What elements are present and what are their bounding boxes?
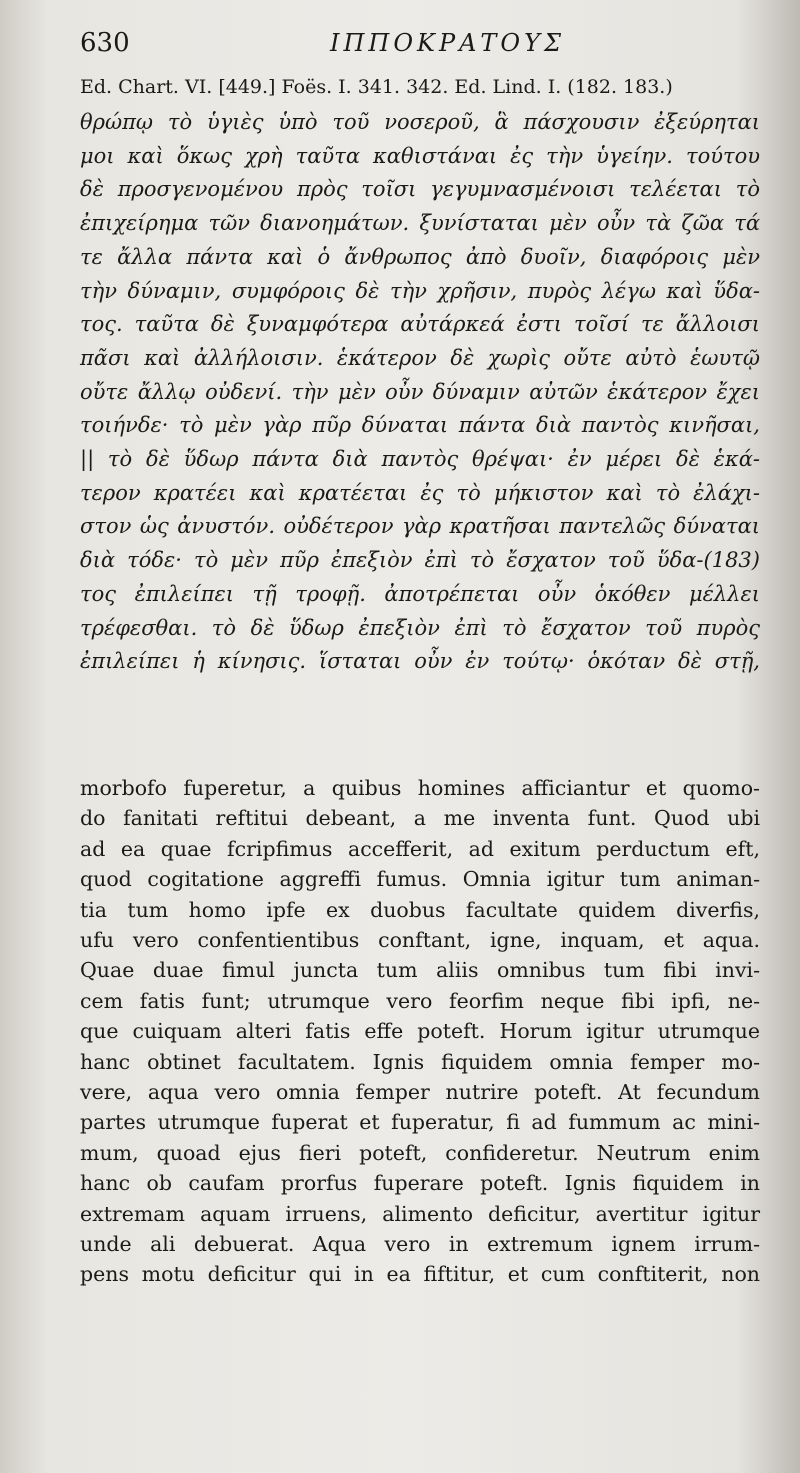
greek-line: τος ἐπιλείπει τῇ τροφῇ. ἀποτρέπεται οὖν ὁκόθεν μέλλει [80,581,760,606]
latin-text-block [80,773,760,1290]
greek-line: δὲ προσγενομένου πρὸς τοῖσι γεγυμνασμένοισι τελέεται τὸ [80,177,760,202]
latin-line: do fanitati reftitui debeant, a me inventa funt. Quod ubi [80,806,760,831]
latin-line: mum, quoad ejus fieri poteft, confideretur. Neutrum enim [80,1140,760,1165]
latin-line: ufu vero confentientibus conftant, igne, inquam, et aqua. [80,927,760,952]
latin-line: partes utrumque fuperat et fuperatur, fi ad fummum ac mini- [80,1110,760,1135]
latin-line: morbofo fuperetur, a quibus homines afficiantur et quomo- [80,775,760,800]
edition-reference: Ed. Chart. VI. [449.] Foës. I. 341. 342. Ed. Lind. I. (182. 183.) [80,76,673,98]
greek-line: στον ὡς ἀνυστόν. οὐδέτερον γὰρ κρατῆσαι παντελῶς δύναται [80,514,760,539]
page-number: 630 [80,28,130,58]
latin-line: vere, aqua vero omnia femper nutrire poteft. At fecundum [80,1080,760,1105]
latin-line: que cuiquam alteri fatis effe poteft. Horum igitur utrumque [80,1019,760,1044]
greek-line: || τὸ δὲ ὕδωρ πάντα διὰ παντὸς θρέψαι· ἐν μέρει δὲ ἑκά- [80,447,760,472]
greek-line: ἐπιλείπει ἡ κίνησις. ἵσταται οὖν ἐν τούτῳ· ὁκόταν δὲ στῇ, [80,649,760,674]
latin-line: unde ali debuerat. Aqua vero in extremum ignem irrum- [80,1232,760,1257]
greek-line: ἐπιχείρημα τῶν διανοημάτων. ξυνίσταται μὲν οὖν τὰ ζῶα τά [80,211,760,236]
greek-line: τε ἄλλα πάντα καὶ ὁ ἄνθρωπος ἀπὸ δυοῖν, διαφόροις μὲν [80,244,760,269]
latin-line: hanc ob caufam prorfus fuperare poteft. Ignis fiquidem in [80,1171,760,1196]
latin-line: quod cogitatione aggreffi fumus. Omnia igitur tum animan- [80,867,760,892]
greek-line: μοι καὶ ὅκως χρὴ ταῦτα καθιστάναι ἐς τὴν ὑγείην. τούτου [80,143,760,168]
greek-line: τος. ταῦτα δὲ ξυναμφότερα αὐτάρκεά ἐστι τοῖσί τε ἄλλοισι [80,312,760,337]
latin-line: tia tum homo ipfe ex duobus facultate quidem diverfis, [80,897,760,922]
latin-line: ad ea quae fcripfimus accefferit, ad exitum perductum eft, [80,836,760,861]
greek-line: τοιήνδε· τὸ μὲν γὰρ πῦρ δύναται πάντα διὰ παντὸς κινῆσαι, [80,413,760,438]
greek-line: οὔτε ἄλλῳ οὐδενί. τὴν μὲν οὖν δύναμιν αὐτῶν ἑκάτερον ἔχει [80,379,760,404]
greek-line: τρέφεσθαι. τὸ δὲ ὕδωρ ἐπεξιὸν ἐπὶ τὸ ἔσχατον τοῦ πυρὸς [80,615,760,640]
greek-line: τερον κρατέει καὶ κρατέεται ἐς τὸ μήκιστον καὶ τὸ ἐλάχι- [80,480,760,505]
greek-text-block [80,106,760,679]
greek-line: τὴν δύναμιν, συμφόροις δὲ τὴν χρῆσιν, πυρὸς λέγω καὶ ὕδα- [80,278,760,303]
greek-line: θρώπῳ τὸ ὑγιὲς ὑπὸ τοῦ νοσεροῦ, ἃ πάσχουσιν ἐξεύρηται [80,110,760,134]
latin-line: cem fatis funt; utrumque vero feorfim neque fibi ipfi, ne- [80,988,760,1013]
latin-line: hanc obtinet facultatem. Ignis fiquidem omnia femper mo- [80,1049,760,1074]
latin-line: pens motu deficitur qui in ea fiftitur, et cum conftiterit, non [80,1262,760,1287]
latin-line: extremam aquam irruens, alimento deficitur, avertitur igitur [80,1201,760,1226]
greek-line: διὰ τόδε· τὸ μὲν πῦρ ἐπεξιὸν ἐπὶ τὸ ἔσχατον τοῦ ὕδα-(183) [80,548,760,573]
running-title: ΙΠΠΟΚΡΑΤΟΥΣ [330,29,565,57]
latin-line: Quae duae fimul juncta tum aliis omnibus tum fibi invi- [80,958,760,983]
page-header [80,28,760,72]
greek-line: πᾶσι καὶ ἀλλήλοισιν. ἑκάτερον δὲ χωρὶς οὔτε αὐτὸ ἑωυτῷ [80,345,760,370]
